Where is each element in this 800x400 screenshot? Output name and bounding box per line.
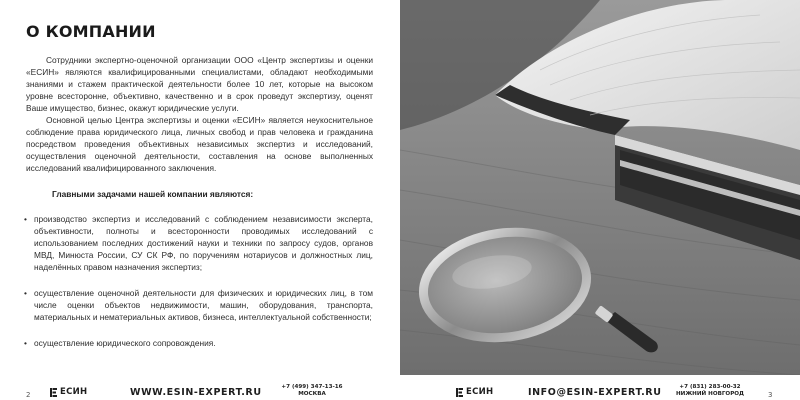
logo-text: ЕСИН — [466, 387, 494, 397]
page-number-left: 2 — [26, 391, 31, 399]
contact-moscow — [276, 384, 348, 398]
website-link[interactable]: WWW.ESIN-EXPERT.RU — [130, 387, 262, 398]
list-item — [26, 287, 373, 323]
body-text — [26, 54, 373, 363]
paragraph-2: Основной целью Центра экспертизы и оценки «ЕСИН» является неукоснительное соблюдение права юридического лица, личных свобод и прав человека и гражданина посредством проведения объективных независимых экспертиз и исследований, осуществления оценочной деятельности, составления на основе выполненных исследований квалифицированного заключения. — [26, 115, 373, 174]
logo-right — [456, 387, 493, 397]
page-title: О КОМПАНИИ — [26, 22, 156, 41]
esin-logo-icon — [456, 388, 463, 397]
bullet-icon: • — [24, 287, 27, 298]
left-page — [0, 0, 400, 375]
list-item — [26, 337, 373, 349]
tasks-heading: Главными задачами нашей компании являются: — [52, 189, 254, 200]
contact-nizhny — [670, 384, 750, 398]
phone-moscow[interactable]: +7 (499) 347-13-16 — [281, 384, 343, 390]
bullet-icon: • — [24, 213, 27, 224]
email-link[interactable]: INFO@ESIN-EXPERT.RU — [528, 387, 662, 398]
logo-text: ЕСИН — [60, 387, 88, 397]
city-nizhny: НИЖНИЙ НОВГОРОД — [675, 391, 745, 397]
phone-nizhny[interactable]: +7 (831) 283-00-32 — [679, 384, 741, 390]
logo-left — [50, 387, 87, 397]
esin-logo-icon — [50, 388, 57, 397]
task-text-3: осуществление юридического сопровождения. — [34, 337, 216, 348]
city-moscow: МОСКВА — [298, 391, 326, 397]
paragraph-1: Сотрудники экспертно-оценочной организации ООО «Центр экспертизы и оценки «ЕСИН» являются квалифицированными специалистами, обладают необходимыми знаниями и стажем практической деятельности более 10 лет, которые на высоком уровне всесторонне, объективно, качественно и в срок проведут экспертизу, оценят Ваше имущество, бизнес, окажут юридические услуги. — [26, 55, 373, 114]
photo-illustration — [400, 0, 800, 375]
book-magnifier-photo — [400, 0, 800, 375]
bullet-icon: • — [24, 337, 27, 348]
task-text-2: осуществление оценочной деятельности для физических и юридических лиц, в том числе оценки объектов недвижимости, машин, оборудования, транспорта, материальных и нематериальных активов, бизнеса, интеллектуальной собственности; — [34, 287, 373, 322]
footer — [0, 375, 800, 400]
page-number-right: 3 — [768, 391, 773, 399]
list-item — [26, 213, 373, 273]
task-text-1: производство экспертиз и исследований с соблюдением независимости эксперта, объективности, полноты и всесторонности проводимых исследований с использованием последних достижений науки и техники по запросу судов, органов МВД, Минюста России, СУ СК РФ, по поручениям нотариусов и должностных лиц, наделённых правом назначения экспертиз; — [34, 213, 373, 272]
